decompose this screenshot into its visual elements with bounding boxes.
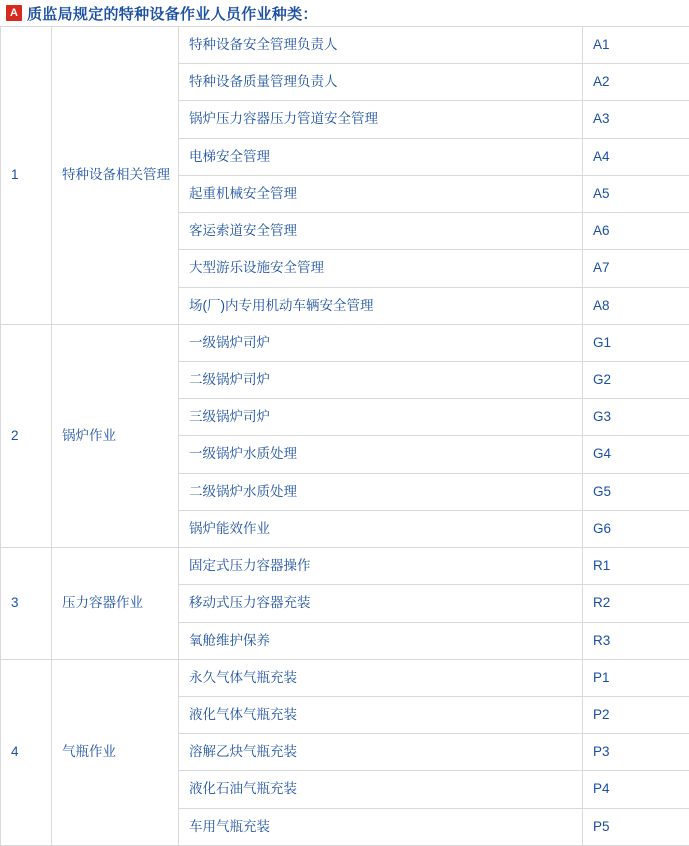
job-code-cell: G4 — [583, 436, 689, 473]
group-index-cell: 1 — [1, 27, 52, 325]
table-row — [1, 324, 689, 361]
job-code-cell: G1 — [583, 324, 689, 361]
job-name-cell: 锅炉能效作业 — [179, 510, 583, 547]
job-name-cell: 移动式压力容器充装 — [179, 585, 583, 622]
page-title — [0, 0, 689, 26]
job-code-cell: R1 — [583, 548, 689, 585]
job-name-cell: 场(厂)内专用机动车辆安全管理 — [179, 287, 583, 324]
job-name-cell: 一级锅炉水质处理 — [179, 436, 583, 473]
job-code-cell: A3 — [583, 101, 689, 138]
group-index-cell: 3 — [1, 548, 52, 660]
job-name-cell: 三级锅炉司炉 — [179, 399, 583, 436]
job-name-cell: 客运索道安全管理 — [179, 213, 583, 250]
group-category-cell: 气瓶作业 — [52, 659, 179, 845]
job-name-cell: 液化气体气瓶充装 — [179, 696, 583, 733]
job-code-cell: P4 — [583, 771, 689, 808]
table-row — [1, 27, 689, 64]
job-code-cell: R2 — [583, 585, 689, 622]
job-name-cell: 二级锅炉司炉 — [179, 361, 583, 398]
job-code-cell: P3 — [583, 734, 689, 771]
job-name-cell: 液化石油气瓶充装 — [179, 771, 583, 808]
job-name-cell: 电梯安全管理 — [179, 138, 583, 175]
job-code-cell: A2 — [583, 64, 689, 101]
job-name-cell: 大型游乐设施安全管理 — [179, 250, 583, 287]
job-code-cell: P1 — [583, 659, 689, 696]
job-name-cell: 固定式压力容器操作 — [179, 548, 583, 585]
job-code-cell: A7 — [583, 250, 689, 287]
job-code-cell: A4 — [583, 138, 689, 175]
job-name-cell: 特种设备安全管理负责人 — [179, 27, 583, 64]
section-badge-icon: A — [6, 5, 22, 21]
group-category-cell: 锅炉作业 — [52, 324, 179, 547]
table-body — [1, 27, 689, 846]
job-code-cell: G6 — [583, 510, 689, 547]
table-row — [1, 659, 689, 696]
job-name-cell: 锅炉压力容器压力管道安全管理 — [179, 101, 583, 138]
job-code-cell: P2 — [583, 696, 689, 733]
job-name-cell: 特种设备质量管理负责人 — [179, 64, 583, 101]
job-name-cell: 一级锅炉司炉 — [179, 324, 583, 361]
group-index-cell: 4 — [1, 659, 52, 845]
group-category-cell: 特种设备相关管理 — [52, 27, 179, 325]
job-name-cell: 二级锅炉水质处理 — [179, 473, 583, 510]
page-title-text: 质监局规定的特种设备作业人员作业种类： — [27, 3, 318, 24]
table-row — [1, 548, 689, 585]
job-name-cell: 起重机械安全管理 — [179, 175, 583, 212]
job-code-cell: G5 — [583, 473, 689, 510]
job-code-cell: A8 — [583, 287, 689, 324]
job-code-cell: A5 — [583, 175, 689, 212]
job-code-cell: G2 — [583, 361, 689, 398]
job-name-cell: 氧舱维护保养 — [179, 622, 583, 659]
job-code-cell: A1 — [583, 27, 689, 64]
group-index-cell: 2 — [1, 324, 52, 547]
job-name-cell: 永久气体气瓶充装 — [179, 659, 583, 696]
job-name-cell: 车用气瓶充装 — [179, 808, 583, 845]
job-name-cell: 溶解乙炔气瓶充装 — [179, 734, 583, 771]
job-code-cell: G3 — [583, 399, 689, 436]
group-category-cell: 压力容器作业 — [52, 548, 179, 660]
special-equipment-job-categories-table — [0, 26, 689, 846]
job-code-cell: R3 — [583, 622, 689, 659]
job-code-cell: A6 — [583, 213, 689, 250]
job-code-cell: P5 — [583, 808, 689, 845]
